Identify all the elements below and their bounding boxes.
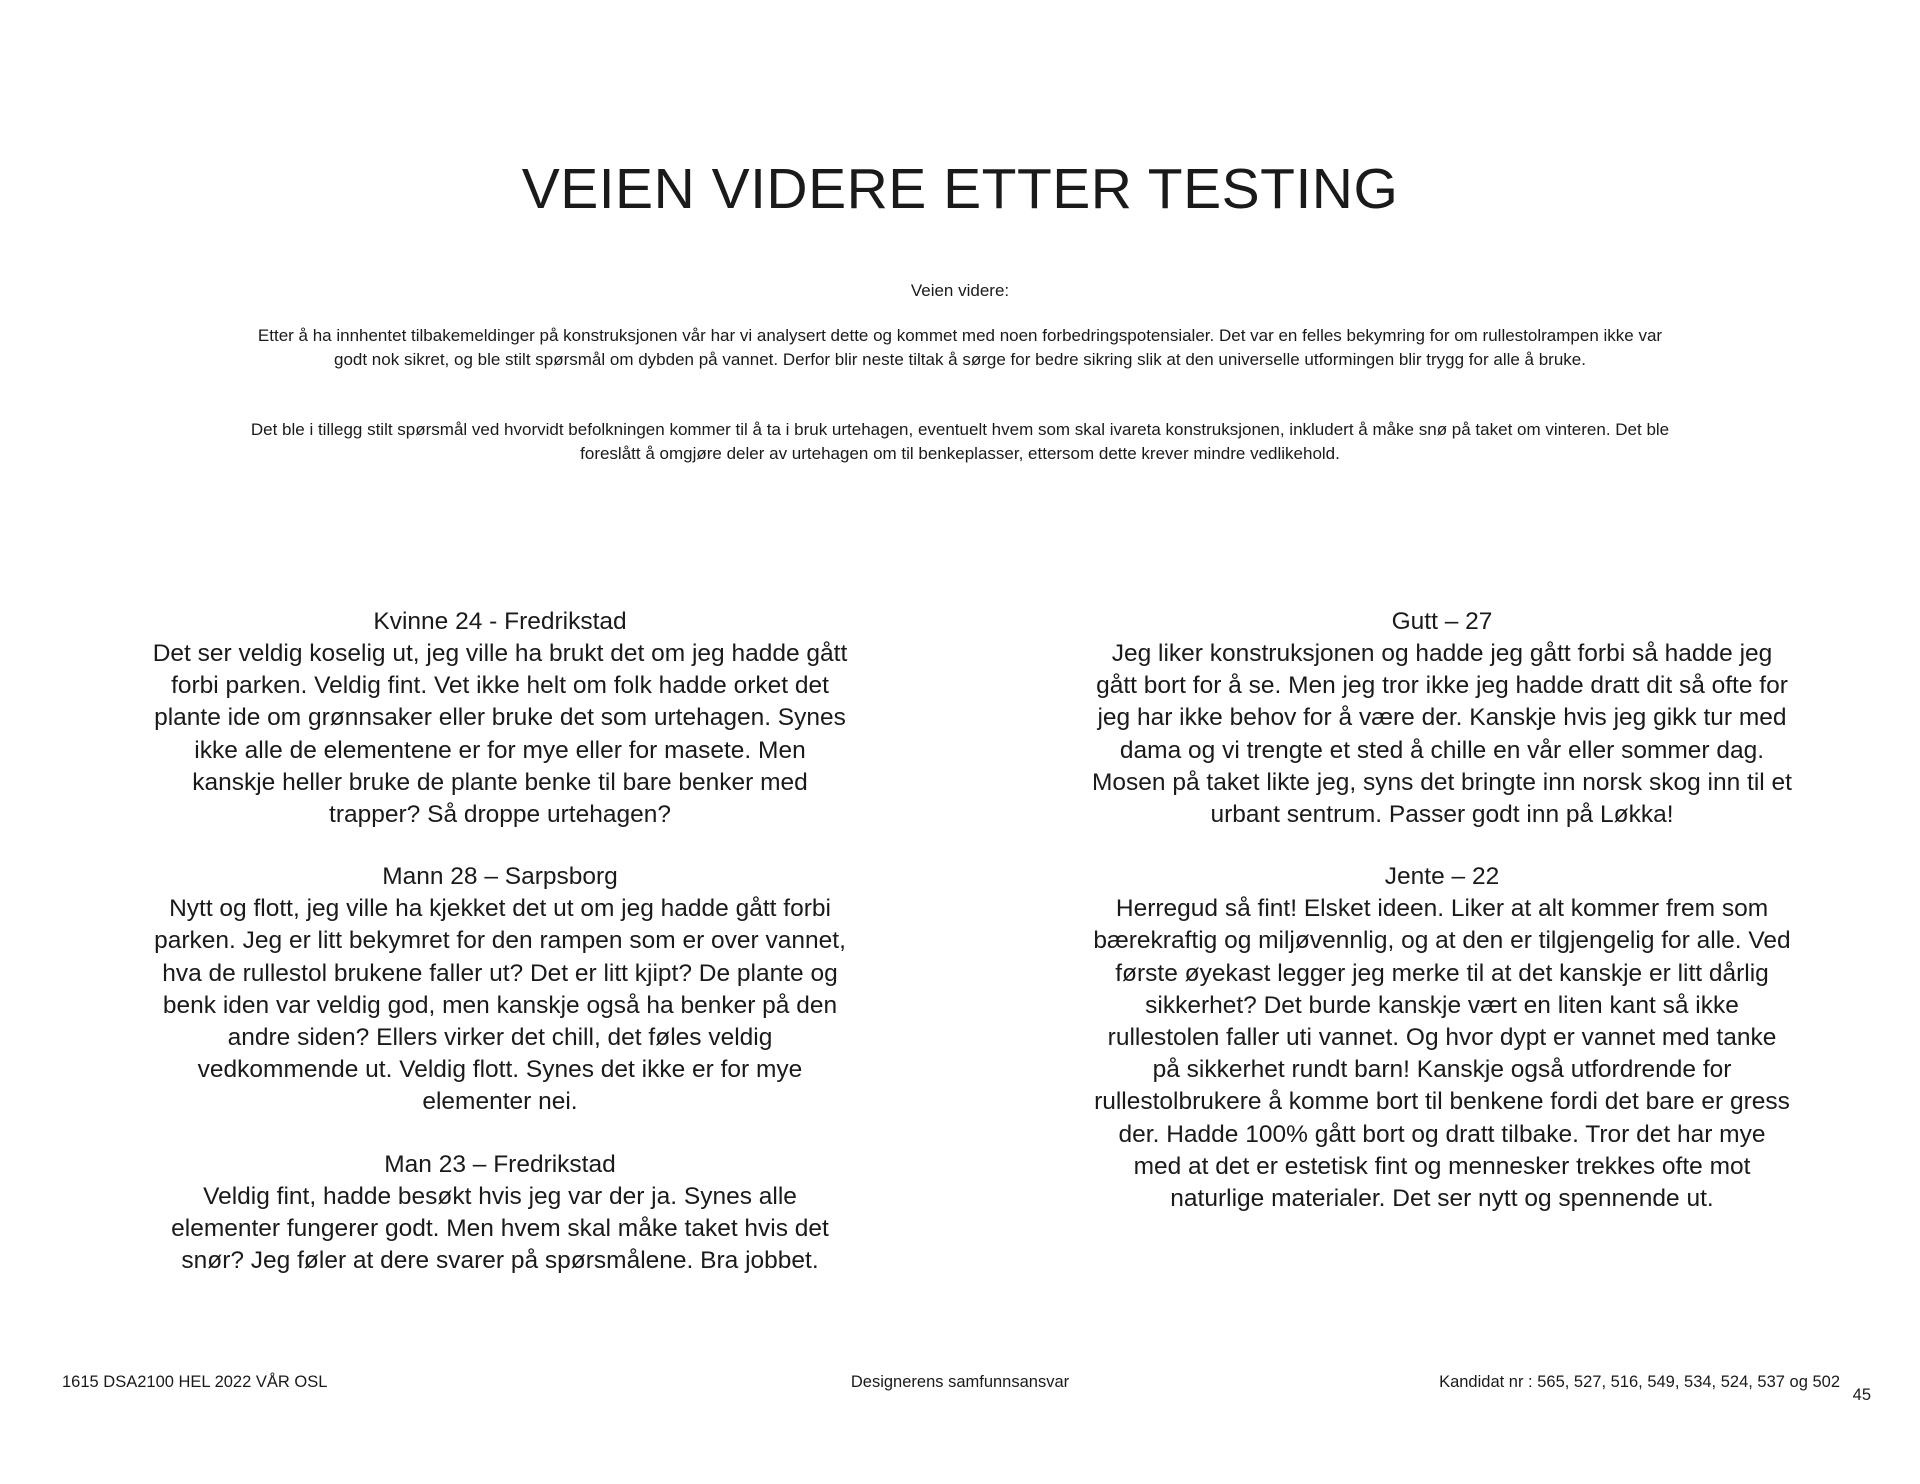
feedback-entry [150, 861, 850, 1118]
respondent-feedback: Herregud så fint! Elsket ideen. Liker at alt kommer frem som bærekraftig og miljøvennlig, og at den er tilgjengelig for alle. Ved første øyekast legger jeg merke til at det kanskje er litt dårlig sikkerhet? Det burde kanskje vært en liten kant så ikke rullestolen faller uti vannet. Og hvor dypt er vannet med tanke på sikkerhet rundt barn! Kanskje også utfordrende for rullestolbrukere å komme bort til benkene fordi det bare er gress der. Hadde 100% gått bort og dratt tilbake. Tror det har mye med at det er estetisk fint og mennesker trekkes ofte mot naturlige materialer. Det ser nytt og spennende ut. [1093, 895, 1791, 1213]
footer-candidates: Kandidat nr : 565, 527, 516, 549, 534, 524, 537 og 502 [1439, 1373, 1840, 1391]
feedback-column-left [150, 606, 850, 1307]
feedback-column-right [1092, 606, 1792, 1245]
feedback-entry [150, 606, 850, 831]
respondent-feedback: Veldig fint, hadde besøkt hvis jeg var der ja. Synes alle elementer fungerer godt. Men hvem skal måke taket hvis det snør? Jeg føler at dere svarer på spørsmålene. Bra jobbet. [171, 1182, 829, 1275]
respondent-heading: Man 23 – Fredrikstad [384, 1150, 616, 1178]
feedback-entry [1092, 861, 1792, 1215]
intro-paragraph: Etter å ha innhentet tilbakemeldinger på konstruksjonen vår har vi analysert dette og kommet med noen forbedringspotensialer. Det var en felles bekymring for om rullestolrampen ikke var godt nok sikret, og ble stilt spørsmål om dybden på vannet. Derfor blir neste tiltak å sørge for bedre sikring slik at den universelle utformingen blir trygg for alle å bruke. [257, 326, 1663, 369]
respondent-heading: Mann 28 – Sarpsborg [382, 863, 618, 891]
footer-subject: Designerens samfunnsansvar [850, 1373, 1070, 1391]
feedback-entry [150, 1149, 850, 1278]
respondent-feedback: Jeg liker konstruksjonen og hadde jeg gått forbi så hadde jeg gått bort for å se. Men jeg tror ikke jeg hadde dratt dit så ofte for jeg har ikke behov for å være der. Kanskje hvis jeg gikk tur med dama og vi trengte et sted å chille en vår eller sommer dag. Mosen på taket likte jeg, syns det bringte inn norsk skog inn til et urbant sentrum. Passer godt inn på Løkka! [1092, 640, 1792, 829]
respondent-heading: Jente – 22 [1384, 863, 1500, 891]
respondent-feedback: Nytt og flott, jeg ville ha kjekket det ut om jeg hadde gått forbi parken. Jeg er litt bekymret for den rampen som er over vannet, hva de rullestol brukene faller ut? Det er litt kjipt? De plante og benk iden var veldig god, men kanskje også ha benker på den andre siden? Ellers virker det chill, det føles veldig vedkommende ut. Veldig flott. Synes det ikke er for mye elementer nei. [154, 895, 846, 1116]
page-number: 45 [1852, 1386, 1871, 1404]
respondent-heading: Kvinne 24 - Fredrikstad [373, 608, 627, 635]
footer-course-code: 1615 DSA2100 HEL 2022 VÅR OSL [62, 1373, 328, 1391]
feedback-entry [1092, 606, 1792, 831]
page-title: VEIEN VIDERE ETTER TESTING [521, 157, 1399, 221]
intro-paragraph: Det ble i tillegg stilt spørsmål ved hvorvidt befolkningen kommer til å ta i bruk urtehagen, eventuelt hvem som skal ivareta konstruksjonen, inkludert å måke snø på taket om vinteren. Det ble foreslått å omgjøre deler av urtehagen om til benkeplasser, ettersom dette krever mindre vedlikehold. [250, 420, 1670, 463]
intro-label: Veien videre: [910, 281, 1010, 300]
respondent-heading: Gutt – 27 [1391, 608, 1493, 635]
respondent-feedback: Det ser veldig koselig ut, jeg ville ha brukt det om jeg hadde gått forbi parken. Veldig fint. Vet ikke helt om folk hadde orket det plante ide om grønnsaker eller bruke det som urtehagen. Synes ikke alle de elementene er for mye eller for masete. Men kanskje heller bruke de plante benke til bare benker med trapper? Så droppe urtehagen? [152, 640, 848, 829]
